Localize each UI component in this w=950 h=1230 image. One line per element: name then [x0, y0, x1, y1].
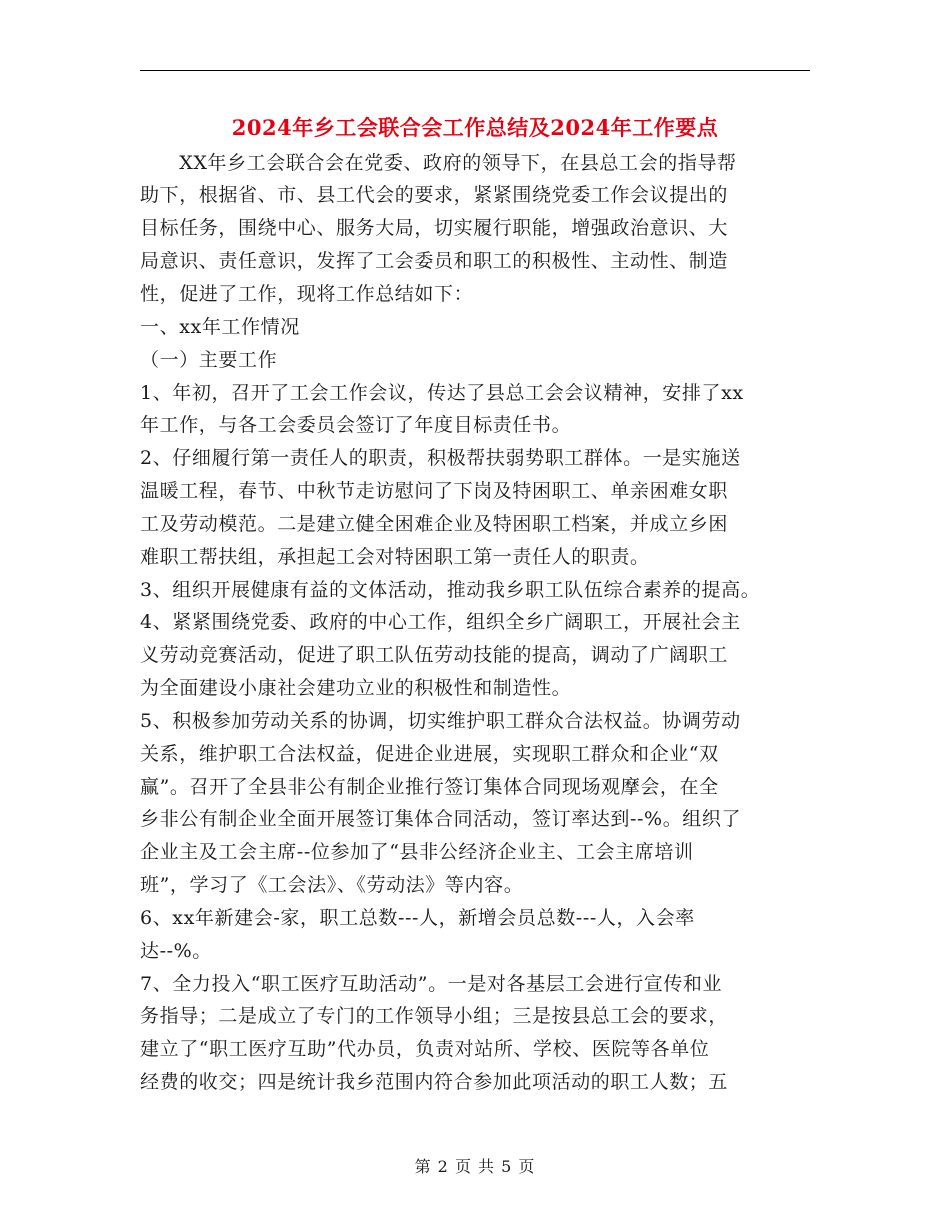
body-line: 性，促进了工作，现将工作总结如下： — [140, 283, 474, 305]
body-line: 助下，根据省、市、县工代会的要求，紧紧围绕党委工作会议提出的 — [140, 184, 729, 206]
body-line: 工及劳动模范。二是建立健全困难企业及特困职工档案，并成立乡困 — [140, 513, 729, 535]
body-line: 达--%。 — [140, 940, 212, 962]
body-line: 4、紧紧围绕党委、政府的中心工作，组织全乡广阔职工，开展社会主 — [140, 611, 741, 633]
body-line: 目标任务，围绕中心、服务大局，切实履行职能，增强政治意识、大 — [140, 217, 729, 239]
body-line: 5、积极参加劳动关系的协调，切实维护职工群众合法权益。协调劳动 — [140, 710, 741, 732]
body-line: 班”，学习了《工会法》、《劳动法》等内容。 — [140, 874, 524, 896]
body-line: 3、组织开展健康有益的文体活动，推动我乡职工队伍综合素养的提高。 — [140, 579, 761, 601]
subsection-heading: （一）主要工作 — [140, 349, 278, 371]
body-line: 为全面建设小康社会建功立业的积极性和制造性。 — [140, 677, 572, 699]
body-line: 6、xx年新建会-家，职工总数---人，新增会员总数---人，入会率 — [140, 907, 695, 929]
body-line: 局意识、责任意识，发挥了工会委员和职工的积极性、主动性、制造 — [140, 250, 729, 272]
body-line: 7、全力投入“职工医疗互助活动”。一是对各基层工会进行宣传和业 — [140, 973, 723, 995]
body-line: 1、年初，召开了工会工作会议，传达了县总工会会议精神，安排了xx — [140, 382, 744, 404]
body-line: 年工作，与各工会委员会签订了年度目标责任书。 — [140, 414, 572, 436]
body-line: 乡非公有制企业全面开展签订集体合同活动，签订率达到--%。组织了 — [140, 808, 742, 830]
body-line: 义劳动竞赛活动，促进了职工队伍劳动技能的提高，调动了广阔职工 — [140, 644, 729, 666]
body-line: 赢”。召开了全县非公有制企业推行签订集体合同现场观摩会，在全 — [140, 776, 719, 798]
body-line: 温暖工程，春节、中秋节走访慰问了下岗及特困职工、单亲困难女职 — [140, 480, 729, 502]
body-line: 难职工帮扶组，承担起工会对特困职工第一责任人的职责。 — [140, 546, 650, 568]
body-line: 关系，维护职工合法权益，促进企业进展，实现职工群众和企业“双 — [140, 743, 719, 765]
body-line: 建立了“职工医疗互助”代办员，负责对站所、学校、医院等各单位 — [140, 1038, 710, 1060]
body-line: 企业主及工会主席--位参加了“县非公经济企业主、工会主席培训 — [140, 841, 694, 863]
section-heading: 一、xx年工作情况 — [140, 316, 300, 338]
header-rule — [140, 70, 810, 71]
page-number-footer: 第 2 页 共 5 页 — [414, 1157, 536, 1176]
body-line: XX年乡工会联合会在党委、政府的领导下，在县总工会的指导帮 — [140, 152, 737, 174]
body-line: 2、仔细履行第一责任人的职责，积极帮扶弱势职工群体。一是实施送 — [140, 447, 741, 469]
document-title: 2024年乡工会联合会工作总结及2024年工作要点 — [231, 115, 719, 140]
body-line: 经费的收交；四是统计我乡范围内符合参加此项活动的职工人数；五 — [140, 1071, 729, 1093]
body-line: 务指导；二是成立了专门的工作领导小组；三是按县总工会的要求， — [140, 1005, 729, 1027]
